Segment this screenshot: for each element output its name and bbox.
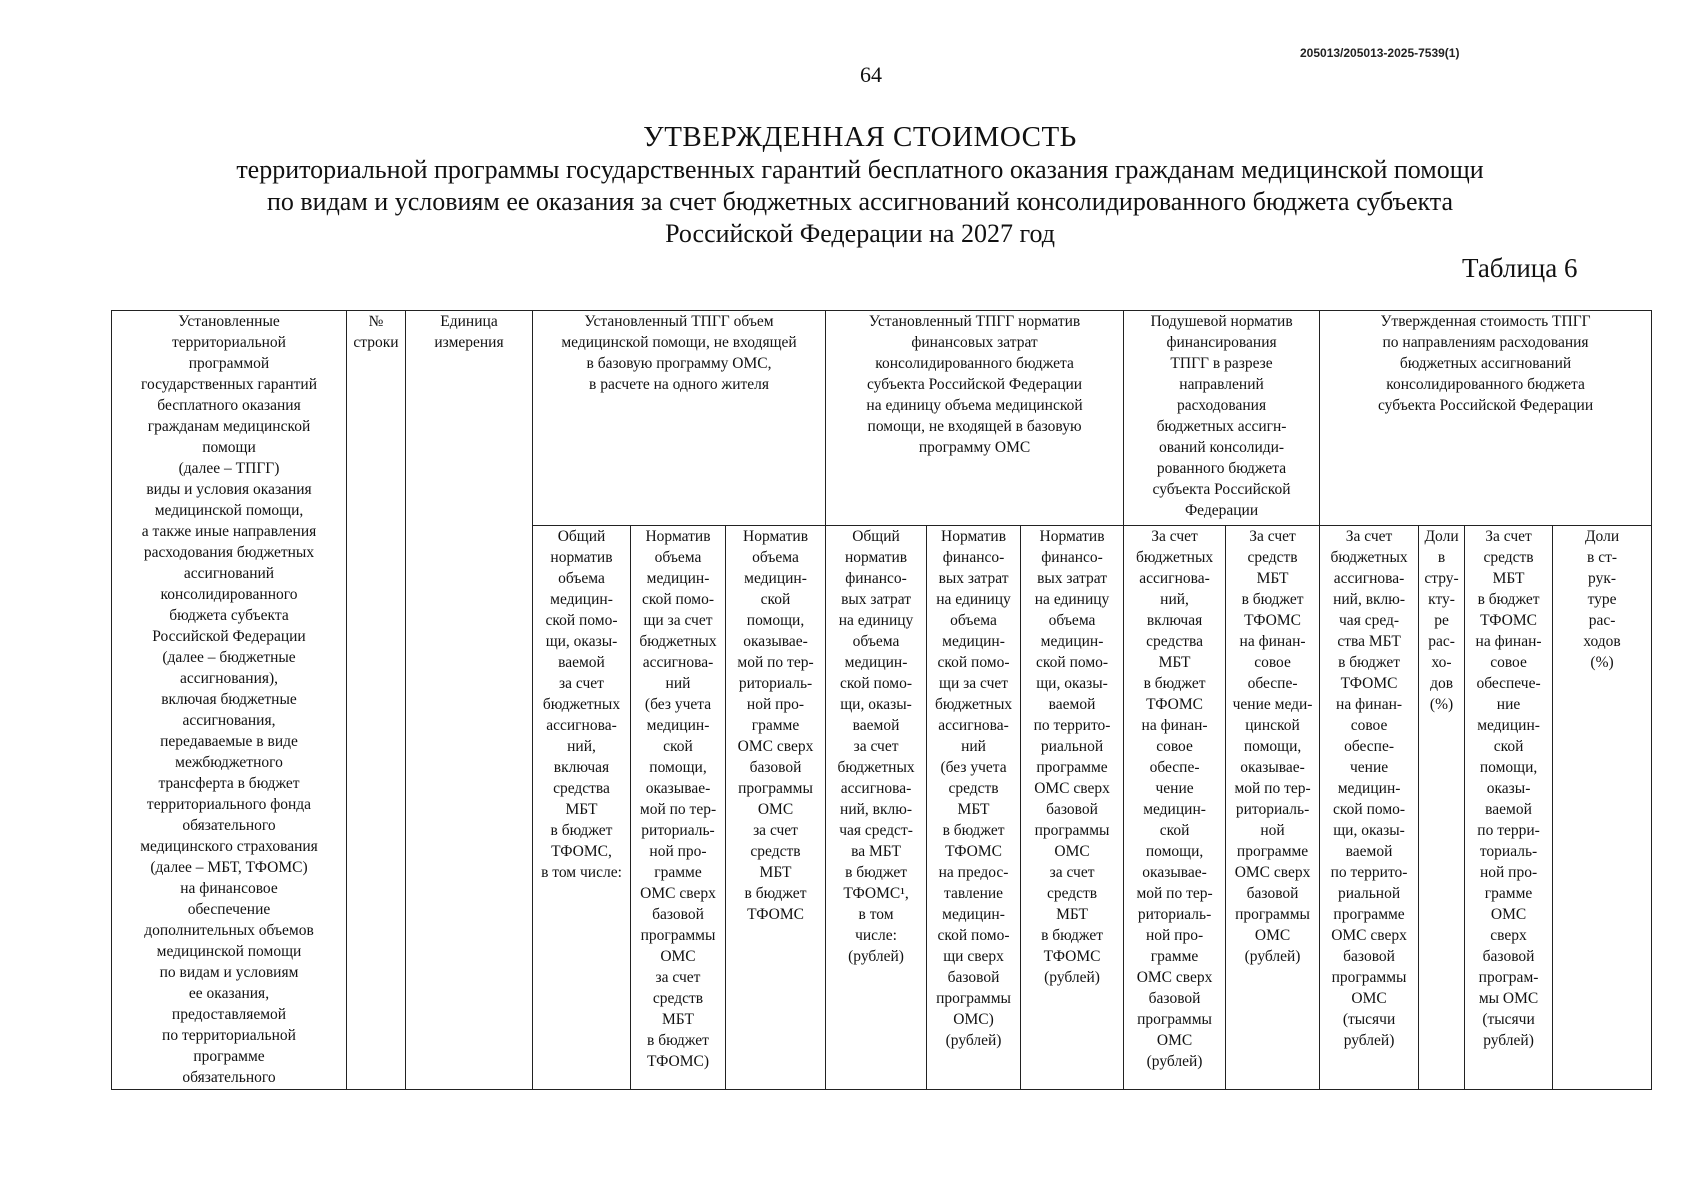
header-row-number: № строки xyxy=(347,311,406,1090)
document-subtitle-line-2: по видам и условиям ее оказания за счет бюджетных ассигнований консолидированного бюджета субъекта xyxy=(266,187,1454,216)
subheader-cell: За счет бюджетных ассигнова- ний, вклю- чая сред- ства МБТ в бюджет ТФОМС на финан- совое обеспе- чение медицин- ской помо- щи, оказы- ваемой по террито- риальной программе ОМС сверх базовой программы ОМС (тысячи рублей) xyxy=(1320,526,1419,1090)
title-block xyxy=(160,120,1560,250)
document-title: УТВЕРЖДЕННАЯ СТОИМОСТЬ xyxy=(643,121,1077,153)
subheader-cell: Норматив объема медицин- ской помо- щи за счет бюджетных ассигнова- ний (без учета медицин- ской помощи, оказывае- мой по тер- риториаль- ной про- грамме ОМС сверх базовой программы ОМС за счет средств МБТ в бюджет ТФОМС) xyxy=(631,526,726,1090)
subheader-cell: За счет средств МБТ в бюджет ТФОМС на финан- совое обеспе- чение меди- цинской помощи, оказывае- мой по тер- риториаль- ной программе ОМС сверх базовой программы ОМС (рублей) xyxy=(1226,526,1320,1090)
document-id: 205013/205013-2025-7539(1) xyxy=(1300,46,1460,60)
header-unit: Единица измерения xyxy=(406,311,533,1090)
document-subtitle-line-1: территориальной программы государственных гарантий бесплатного оказания гражданам медицинской помощи xyxy=(236,155,1484,184)
subheader-cell: За счет средств МБТ в бюджет ТФОМС на финан- совое обеспече- ние медицин- ской помощи, оказы- ваемой по терри- ториаль- ной про- грамме ОМС сверх базовой програм- мы ОМС (тысячи рублей) xyxy=(1465,526,1553,1090)
subheader-cell: Норматив объема медицин- ской помощи, оказывае- мой по тер- риториаль- ной про- грамме ОМС сверх базовой программы ОМС за счет средств МБТ в бюджет ТФОМС xyxy=(726,526,826,1090)
subheader-cell: Доли в стру- кту- ре рас- хо- дов (%) xyxy=(1419,526,1465,1090)
document-subtitle-line-3: Российской Федерации на 2027 год xyxy=(665,219,1055,248)
subheader-cell: Норматив финансо- вых затрат на единицу объема медицин- ской помо- щи за счет бюджетных ассигнова- ний (без учета средств МБТ в бюджет ТФОМС на предос- тавление медицин- ской помо- щи сверх базовой программы ОМС) (рублей) xyxy=(927,526,1021,1090)
header-group-volume: Установленный ТПГГ объем медицинской помощи, не входящей в базовую программу ОМС, в расчете на одного жителя xyxy=(533,311,826,526)
header-group-approved-cost: Утвержденная стоимость ТПГГ по направлениям расходования бюджетных ассигнований консолидированного бюджета субъекта Российской Федерации xyxy=(1320,311,1652,526)
header-group-cost-norm: Установленный ТПГГ норматив финансовых затрат консолидированного бюджета субъекта Российской Федерации на единицу объема медицинской помощи, не входящей в базовую программу ОМС xyxy=(826,311,1124,526)
subheader-cell: Норматив финансо- вых затрат на единицу объема медицин- ской помо- щи, оказы- ваемой по террито- риальной программе ОМС сверх базовой программы ОМС за счет средств МБТ в бюджет ТФОМС (рублей) xyxy=(1021,526,1124,1090)
subheader-cell: Общий норматив объема медицин- ской помо- щи, оказы- ваемой за счет бюджетных ассигнова- ний, включая средства МБТ в бюджет ТФОМС, в том числе: xyxy=(533,526,631,1090)
page-number: 64 xyxy=(860,62,882,87)
header-service-types: Установленные территориальной программой государственных гарантий бесплатного оказания гражданам медицинской помощи (далее – ТПГГ) виды и условия оказания медицинской помощи, а также иные направления расходования бюджетных ассигнований консолидированного бюджета субъекта Российской Федерации (далее – бюджетные ассигнования), включая бюджетные ассигнования, передаваемые в виде межбюджетного трансферта в бюджет территориального фонда обязательного медицинского страхования (далее – МБТ, ТФОМС) на финансовое обеспечение дополнительных объемов медицинской помощи по видам и условиям ее оказания, предоставляемой по территориальной программе обязательного xyxy=(112,311,347,1090)
subheader-cell: Доли в ст- рук- туре рас- ходов (%) xyxy=(1553,526,1652,1090)
header-group-per-capita: Подушевой норматив финансирования ТПГГ в разрезе направлений расходования бюджетных ассигн- ований консолиди- рованного бюджета субъекта Российской Федерации xyxy=(1124,311,1320,526)
subheader-cell: Общий норматив финансо- вых затрат на единицу объема медицин- ской помо- щи, оказы- ваемой за счет бюджетных ассигнова- ний, вклю- чая средст- ва МБТ в бюджет ТФОМС¹, в том числе: (рублей) xyxy=(826,526,927,1090)
table-label: Таблица 6 xyxy=(1462,253,1578,283)
subheader-cell: За счет бюджетных ассигнова- ний, включая средства МБТ в бюджет ТФОМС на финан- совое обеспе- чение медицин- ской помощи, оказывае- мой по тер- риториаль- ной про- грамме ОМС сверх базовой программы ОМС (рублей) xyxy=(1124,526,1226,1090)
cost-table xyxy=(111,310,1652,1090)
